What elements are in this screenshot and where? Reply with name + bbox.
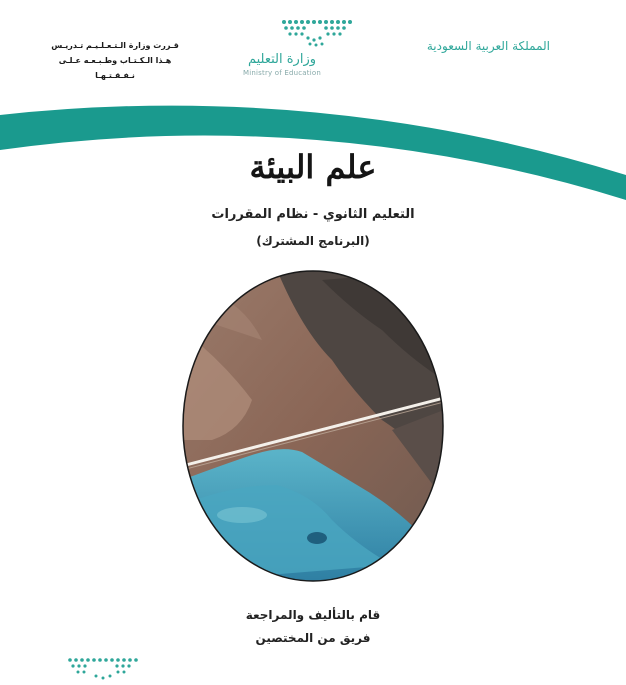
decree-statement [40,38,190,83]
ministry-name-arabic: وزارة التعليم [247,52,317,67]
decree-line-1: قـررت وزارة الـتـعـلـيـم تـدريـس [51,41,179,50]
satellite-image-ellipse [182,270,444,582]
book-title: علم البيئة [249,148,377,186]
ministry-of-education-logo-icon [280,18,360,48]
decree-line-2: هـذا الـكـتـاب وطـبـعـه عـلـى نـفـقـتـهـا [58,56,172,80]
program-name: (البرنامج المشترك) [256,234,370,248]
ministry-logo [242,18,362,80]
kingdom-name: المملكة العربية السعودية [426,39,550,53]
authors-team: فريق من المختصين [255,631,371,645]
authors-heading: قام بالتأليف والمراجعة [245,608,381,622]
ministry-dots-logo-icon [66,656,146,685]
book-subtitle: التعليم الثانوي - نظام المقررات [211,207,415,222]
ministry-name-english: Ministry of Education [242,69,322,77]
